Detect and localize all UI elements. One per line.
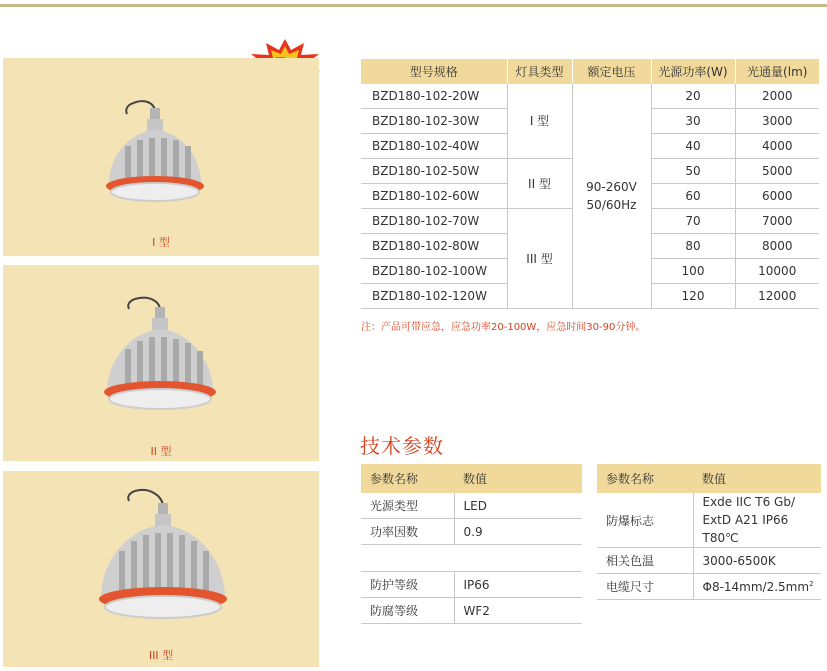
spec-table [361,59,819,309]
param-name-cell: 防护等级 [361,572,454,598]
model-cell: BZD180-102-80W [361,234,507,259]
power-cell: 80 [651,234,735,259]
power-cell: 100 [651,259,735,284]
flux-cell: 12000 [735,284,819,309]
flux-cell: 5000 [735,159,819,184]
product-panel-type-3 [3,471,319,667]
voltage-frequency: 50/60Hz [586,198,637,212]
type-cell: III 型 [507,209,572,309]
power-cell: 70 [651,209,735,234]
param-name-cell: 光源类型 [361,493,454,519]
param-name-cell: 防爆标志 [597,493,693,548]
model-cell: BZD180-102-50W [361,159,507,184]
param-header-name: 参数名称 [361,464,454,493]
param-table-right [597,464,821,600]
power-cell: 50 [651,159,735,184]
type-cell: I 型 [507,84,572,159]
type-cell: II 型 [507,159,572,209]
param-value-cell: WF2 [454,598,582,624]
param-value-cell [693,574,821,600]
table-row [597,548,821,574]
param-table-header-row [597,464,821,493]
flux-cell: 10000 [735,259,819,284]
product-panel-type-1 [3,58,319,256]
model-cell: BZD180-102-70W [361,209,507,234]
param-header-value: 数值 [693,464,821,493]
flux-cell: 3000 [735,109,819,134]
table-row [597,574,821,600]
model-cell: BZD180-102-120W [361,284,507,309]
lamp-type-3-image [3,471,319,667]
voltage-range: 90-260V [586,180,637,194]
table-row [361,598,582,624]
param-value-cell: IP66 [454,572,582,598]
param-name-cell: 电缆尺寸 [597,574,693,600]
table-row [361,572,582,598]
model-cell: BZD180-102-100W [361,259,507,284]
spec-header-power: 光源功率(W) [651,59,735,84]
power-cell: 30 [651,109,735,134]
cable-size-text: Φ8-14mm/2.5mm [702,579,810,594]
power-cell: 60 [651,184,735,209]
flux-cell: 6000 [735,184,819,209]
spec-header-flux: 光通量(lm) [735,59,819,84]
power-cell: 20 [651,84,735,109]
explosion-mark-line-2: ExtD A21 IP66 T80℃ [702,513,789,545]
param-table-header-row [361,464,582,493]
explosion-mark-line-1: Exde IIC T6 Gb/ [702,495,796,509]
param-table-left [361,464,582,624]
model-cell: BZD180-102-40W [361,134,507,159]
section-title: 技术参数 [360,434,444,458]
flux-cell: 7000 [735,209,819,234]
model-cell: BZD180-102-20W [361,84,507,109]
spec-header-type: 灯具类型 [507,59,572,84]
model-cell: BZD180-102-60W [361,184,507,209]
param-header-name: 参数名称 [597,464,693,493]
product-caption-type-1: I 型 [152,236,170,249]
blank-cell [454,545,582,572]
param-name-cell: 功率因数 [361,519,454,545]
product-panel-type-2 [3,265,319,461]
flux-cell: 4000 [735,134,819,159]
cable-size-superscript: 2 [809,579,814,588]
param-value-cell [693,493,821,548]
lamp-type-1-image [3,58,319,256]
spec-header-model: 型号规格 [361,59,507,84]
table-row [361,519,582,545]
param-name-cell: 防腐等级 [361,598,454,624]
voltage-cell [572,84,651,309]
param-value-cell: LED [454,493,582,519]
table-row-blank [361,545,582,572]
param-value-cell: 0.9 [454,519,582,545]
flux-cell: 8000 [735,234,819,259]
param-header-value: 数值 [454,464,582,493]
product-caption-type-2: II 型 [150,445,172,458]
emergency-note: 注：产品可带应急，应急功率20-100W，应急时间30-90分钟。 [361,322,646,333]
power-cell: 120 [651,284,735,309]
spec-header-voltage: 额定电压 [572,59,651,84]
param-value-cell: 3000-6500K [693,548,821,574]
spec-table-header-row [361,59,819,84]
product-caption-type-3: III 型 [148,649,174,662]
param-name-cell: 相关色温 [597,548,693,574]
power-cell: 40 [651,134,735,159]
lamp-type-2-image [3,265,319,461]
model-cell: BZD180-102-30W [361,109,507,134]
table-row [361,84,819,109]
top-divider [0,4,827,7]
table-row [361,493,582,519]
blank-cell [361,545,454,572]
flux-cell: 2000 [735,84,819,109]
table-row [597,493,821,548]
